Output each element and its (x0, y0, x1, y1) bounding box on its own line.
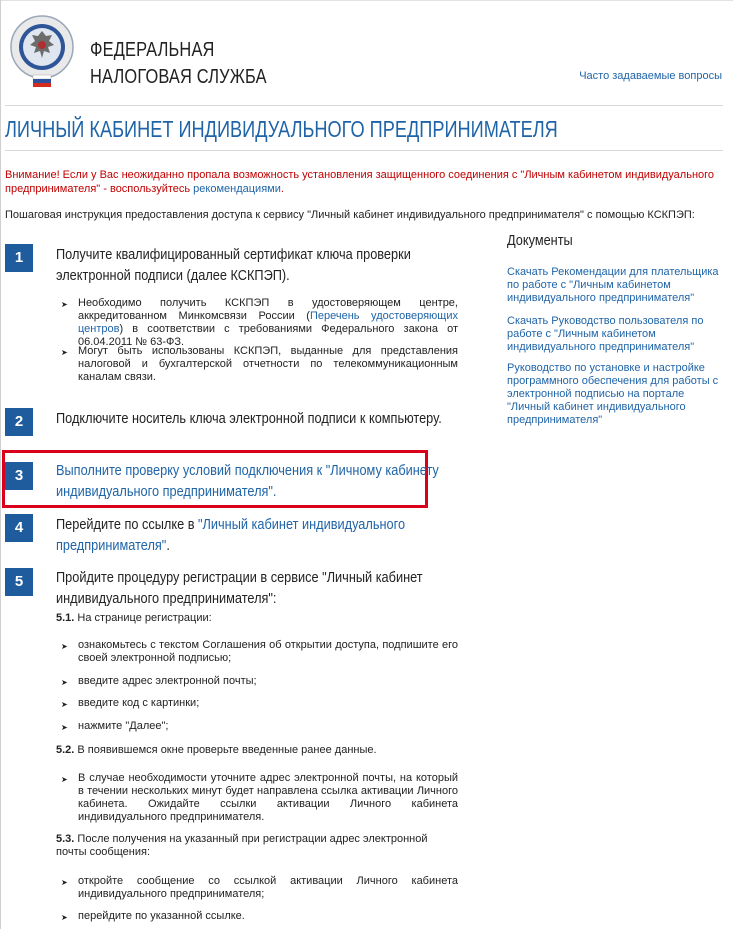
recommendations-link[interactable]: рекомендациями (193, 183, 281, 195)
certification-centers-link[interactable]: Перечень удостоверяющих центров (78, 310, 458, 335)
substep-5-2-item-text: В случае необходимости уточните адрес электронной почты, на который в течении нескольких минут будет направлена ссылка активации Личного кабинета. Ожидайте ссылки активации Личного кабинета индивидуального предпринимателя. (78, 772, 458, 823)
documents-title: Документы (507, 232, 573, 249)
bullet-arrow-icon: ➤ (61, 913, 68, 922)
substep-5-2-text: В появившемся окне проверьте введенные ранее данные. (74, 744, 377, 756)
step-4-title (56, 514, 464, 556)
substep-5-3-item-text: откройте сообщение со ссылкой активации Личного кабинета индивидуального предпринимателя; (78, 875, 458, 900)
substep-5-1-text: На странице регистрации: (74, 612, 212, 624)
bullet-arrow-icon: ➤ (61, 678, 68, 687)
bullet-arrow-icon: ➤ (61, 642, 68, 651)
bullet-arrow-icon: ➤ (61, 775, 68, 784)
step-3-badge: 3 (5, 462, 33, 490)
step-5-badge: 5 (5, 568, 33, 596)
substep-5-1-item (61, 697, 458, 710)
step-4-title-end: . (166, 537, 170, 554)
org-name-line2: НАЛОГОВАЯ СЛУЖБА (90, 66, 267, 88)
step-1-bullet-1-text: Необходимо получить КСКПЭП в удостоверяющем центре, аккредитованном Минкомсвязи России ( (78, 297, 458, 322)
substep-5-1 (56, 612, 458, 625)
page-left-border (0, 0, 1, 929)
step-4-title-text: Перейдите по ссылке в (56, 516, 199, 533)
substep-5-3-item (61, 875, 458, 901)
doc-link-software-setup[interactable]: Руководство по установке и настройке программного обеспечения для работы с электронной подписью на портале "Личный кабинет индивидуального предпринимателя" (507, 362, 719, 426)
step-1-bullet-1 (61, 297, 458, 349)
substep-5-2 (56, 744, 458, 757)
step-2-badge: 2 (5, 408, 33, 436)
warning-end: . (280, 183, 284, 195)
faq-link[interactable]: Часто задаваемые вопросы (579, 70, 722, 82)
substep-5-1-item-text: введите код с картинки; (78, 697, 200, 709)
header-divider (5, 105, 723, 106)
intro-text: Пошаговая инструкция предоставления доступа к сервису "Личный кабинет индивидуального предпринимателя" с помощью КСКПЭП: (5, 209, 695, 221)
step-3-title (56, 460, 464, 502)
org-name-line1: ФЕДЕРАЛЬНАЯ (90, 39, 215, 61)
substep-5-3-item (61, 910, 458, 923)
bullet-arrow-icon: ➤ (61, 723, 68, 732)
substep-5-1-item-text: введите адрес электронной почты; (78, 675, 257, 687)
substep-5-1-num: 5.1. (56, 612, 75, 624)
doc-link-user-guide[interactable]: Скачать Руководство пользователя по работе с "Личным кабинетом индивидуального предпринимателя" (507, 315, 704, 353)
fns-emblem-icon[interactable] (8, 5, 76, 93)
substep-5-3 (56, 833, 458, 859)
page-top-border (0, 0, 733, 1)
substep-5-1-item-text: нажмите "Далее"; (78, 720, 169, 732)
check-connection-link[interactable]: Выполните проверку условий подключения к "Личному кабинету индивидуального предпринимателя". (56, 462, 439, 500)
bullet-arrow-icon: ➤ (61, 700, 68, 709)
doc-link-recommendations[interactable]: Скачать Рекомендации для плательщика по работе с "Личным кабинетом индивидуального предпринимателя" (507, 266, 719, 304)
step-1-bullet-1-end: ) в соответствии с требованиями Федерального закона от 06.04.2011 № 63-ФЗ. (78, 323, 458, 348)
substep-5-3-num: 5.3. (56, 833, 75, 845)
step-1-title: Получите квалифицированный сертификат ключа проверки электронной подписи (далее КСКПЭП). (56, 246, 411, 284)
substep-5-1-item-text: ознакомьтесь с текстом Соглашения об открытии доступа, подпишите его своей электронной подписью; (78, 639, 458, 664)
substep-5-2-item (61, 772, 458, 824)
warning-text: Внимание! Если у Вас неожиданно пропала возможность установления защищенного соединения с "Личным кабинетом индивидуального предпринимателя" - воспользуйтесь (5, 169, 715, 195)
substep-5-3-text: После получения на указанный при регистрации адрес электронной почты сообщения: (56, 833, 428, 858)
substep-5-3-item-text: перейдите по указанной ссылке. (78, 910, 245, 922)
bullet-arrow-icon: ➤ (61, 348, 68, 357)
substep-5-1-item (61, 639, 458, 665)
substep-5-1-item (61, 675, 458, 688)
page-title: ЛИЧНЫЙ КАБИНЕТ ИНДИВИДУАЛЬНОГО ПРЕДПРИНИМАТЕЛЯ (5, 116, 558, 142)
step-1-bullet-2-text: Могут быть использованы КСКПЭП, выданные для представления налоговой и бухгалтерской отчетности по телекоммуникационным каналам связи. (78, 345, 458, 383)
step-2-title: Подключите носитель ключа электронной подписи к компьютеру. (56, 410, 442, 427)
bullet-arrow-icon: ➤ (61, 878, 68, 887)
warning-message (5, 168, 717, 196)
step-4-badge: 4 (5, 514, 33, 542)
bullet-arrow-icon: ➤ (61, 300, 68, 309)
step-1-badge: 1 (5, 244, 33, 272)
substep-5-2-num: 5.2. (56, 744, 75, 756)
step-5-title: Пройдите процедуру регистрации в сервисе "Личный кабинет индивидуального предпринимателя": (56, 569, 423, 607)
substep-5-1-item (61, 720, 458, 733)
personal-cabinet-link[interactable]: "Личный кабинет индивидуального предпринимателя" (56, 516, 406, 554)
title-divider (5, 150, 723, 151)
step-1-bullet-2 (61, 345, 458, 384)
org-name (90, 37, 267, 91)
